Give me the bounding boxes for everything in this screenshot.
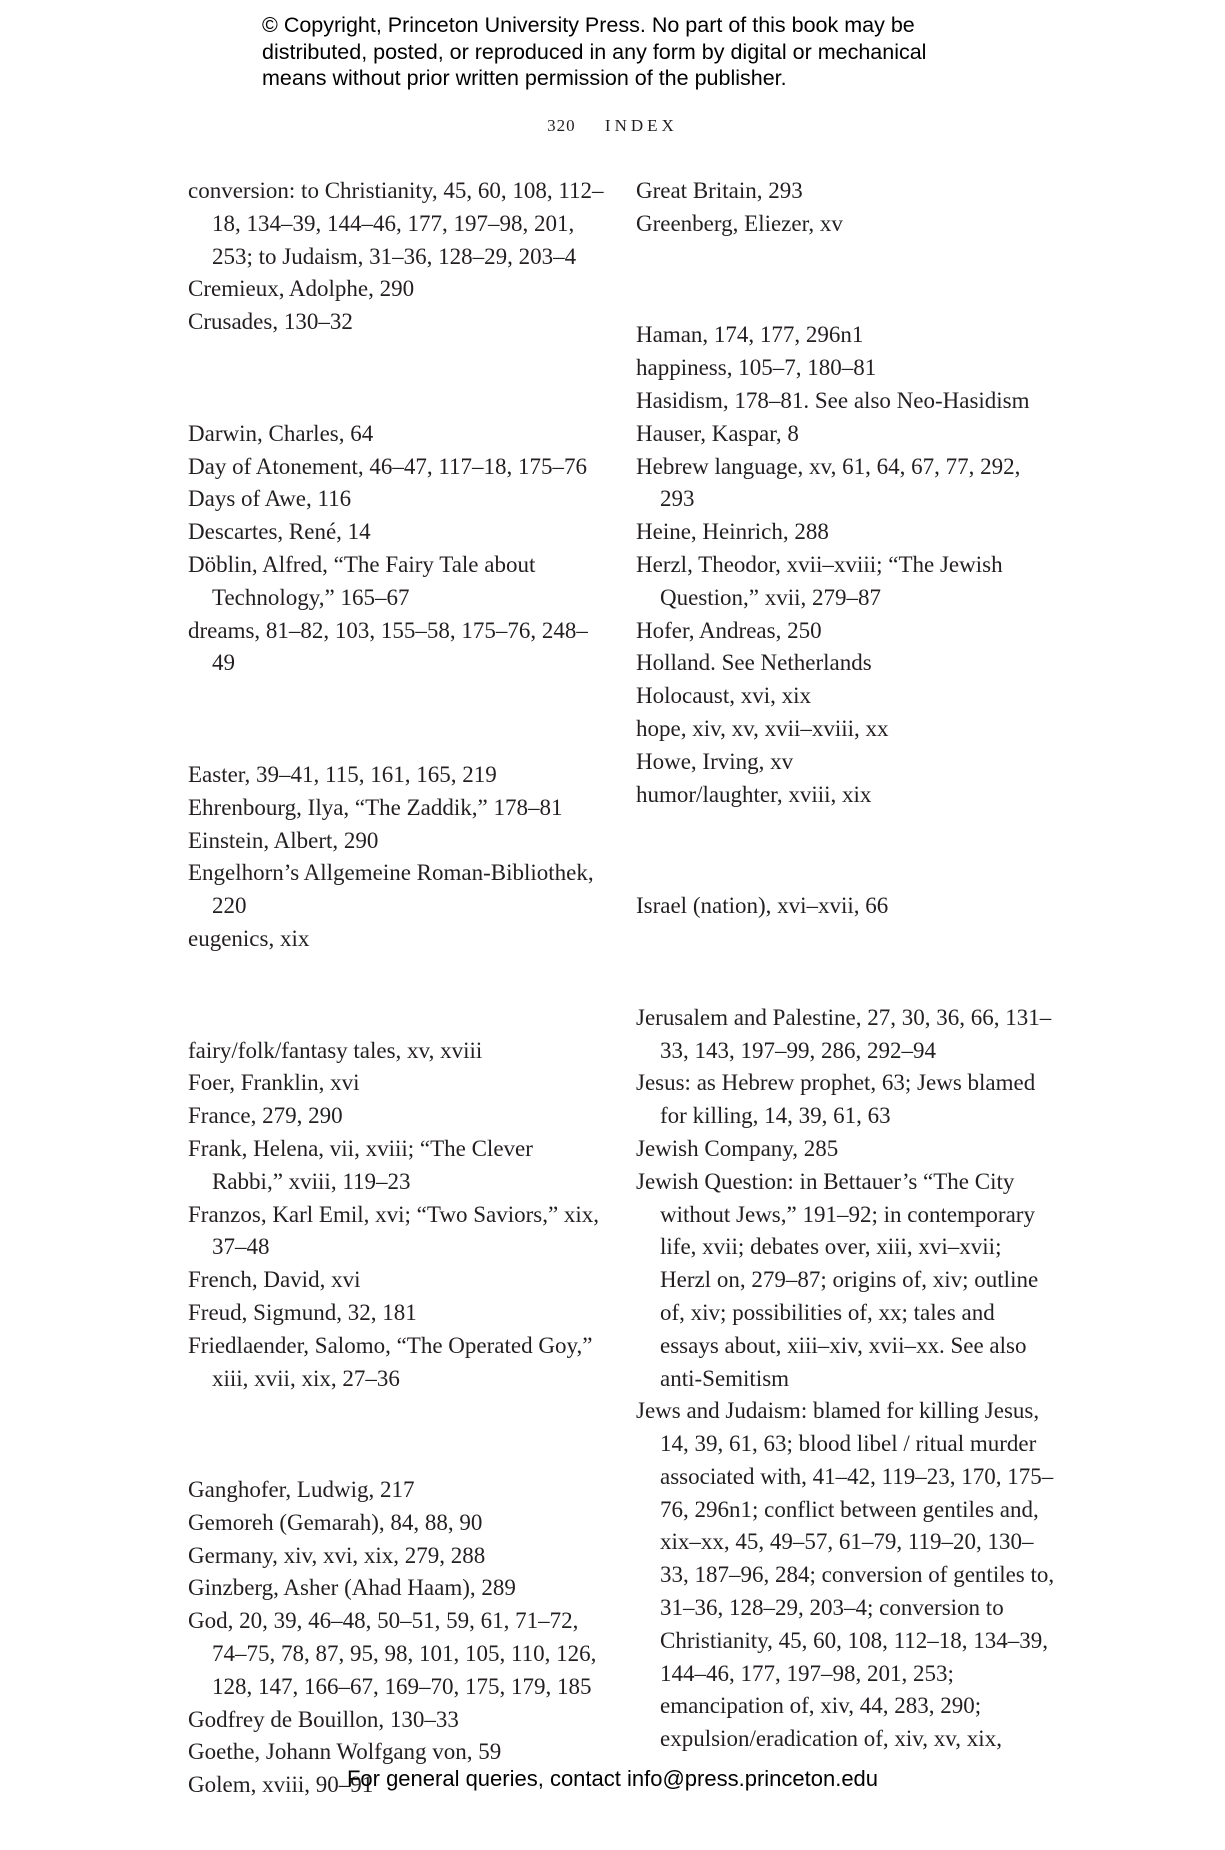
index-entry: Greenberg, Eliezer, xv (636, 210, 843, 236)
index-entry: Jewish Company, 285 (636, 1135, 839, 1161)
index-entry: Hofer, Andreas, 250 (636, 617, 822, 643)
index-entry: God, 20, 39, 46–48, 50–51, 59, 61, 71–72, 74–75, 78, 87, 95, 98, 101, 105, 110, 126, 128, 147, 166–67, 169–70, 175, 179, 185 (188, 1608, 597, 1699)
index-entry: fairy/folk/fantasy tales, xv, xviii (188, 1037, 483, 1063)
index-entry: Descartes, René, 14 (188, 519, 371, 545)
index-entry: Heine, Heinrich, 288 (636, 519, 829, 545)
index-entry: Ganghofer, Ludwig, 217 (188, 1477, 415, 1503)
letter-group-gap (188, 979, 608, 1012)
contact-footer: For general queries, contact info@press.princeton.edu (346, 1766, 879, 1791)
index-entry: Einstein, Albert, 290 (188, 827, 379, 853)
index-entry: Franzos, Karl Emil, xvi; “Two Saviors,” xix, 37–48 (188, 1201, 600, 1260)
index-entry: Golem, xviii, 90–91 (188, 1772, 374, 1798)
index-entry: Ginzberg, Asher (Ahad Haam), 289 (188, 1575, 516, 1601)
index-entry: Great Britain, 293 (636, 178, 803, 203)
index-entry: Holocaust, xvi, xix (636, 683, 812, 709)
page-number: 320 (547, 116, 576, 135)
letter-group-gap (188, 703, 608, 736)
copyright-notice (262, 12, 982, 92)
running-head (0, 116, 1225, 136)
index-entry: Cremieux, Adolphe, 290 (188, 276, 415, 302)
letter-group-gap (636, 834, 1056, 867)
index-entry: Herzl, Theodor, xvii–xviii; “The Jewish Question,” xvii, 279–87 (636, 551, 1003, 610)
index-entry: Jesus: as Hebrew prophet, 63; Jews blamed for killing, 14, 39, 61, 63 (636, 1070, 1036, 1129)
index-entry: humor/laughter, xviii, xix (636, 781, 872, 807)
index-entry: Gemoreh (Gemarah), 84, 88, 90 (188, 1509, 483, 1535)
index-entry: Ehrenbourg, Ilya, “The Zaddik,” 178–81 (188, 794, 563, 820)
copyright-line: distributed, posted, or reproduced in any form by digital or mechanical (262, 39, 927, 64)
index-entry: Darwin, Charles, 64 (188, 420, 374, 446)
index-entry: happiness, 105–7, 180–81 (636, 355, 877, 381)
copyright-line: means without prior written permission of the publisher. (262, 66, 787, 90)
letter-group-gap (636, 946, 1056, 979)
index-entry: Crusades, 130–32 (188, 309, 353, 335)
index-entry: Godfrey de Bouillon, 130–33 (188, 1706, 459, 1732)
index-entry: hope, xiv, xv, xvii–xviii, xx (636, 715, 889, 741)
index-entry: Hebrew language, xv, 61, 64, 67, 77, 292, 293 (636, 453, 1021, 512)
index-entry: Days of Awe, 116 (188, 486, 352, 512)
index-entry: Howe, Irving, xv (636, 748, 794, 774)
index-entry: French, David, xvi (188, 1267, 361, 1293)
index-entry: Frank, Helena, vii, xviii; “The Clever Rabbi,” xviii, 119–23 (188, 1135, 533, 1194)
index-entry: France, 279, 290 (188, 1103, 343, 1129)
index-entry: Germany, xiv, xvi, xix, 279, 288 (188, 1542, 486, 1568)
index-entry: Jewish Question: in Bettauer’s “The City without Jews,” 191–92; in contemporary life, xvii; debates over, xiii, xvi–xvii; Herzl on, 279–87; origins of, xiv; outline of, xiv; possibilities of, xx; tales and essays about, xiii–xiv, xvii–xx. See also anti-Semitism (636, 1168, 1039, 1391)
index-entry: Engelhorn’s Allgemeine Roman-Bibliothek, 220 (188, 860, 594, 919)
index-column-right (636, 175, 1056, 1756)
index-entry: Day of Atonement, 46–47, 117–18, 175–76 (188, 453, 588, 479)
index-entry: Goethe, Johann Wolfgang von, 59 (188, 1739, 502, 1765)
letter-group-gap (188, 362, 608, 395)
index-entry: Friedlaender, Salomo, “The Operated Goy,” xiii, xvii, xix, 27–36 (188, 1332, 593, 1391)
section-title: INDEX (604, 116, 678, 135)
index-entry: Israel (nation), xvi–xvii, 66 (636, 893, 889, 919)
index-entry: dreams, 81–82, 103, 155–58, 175–76, 248–49 (188, 617, 588, 676)
index-entry: Foer, Franklin, xvi (188, 1070, 360, 1096)
index-entry: conversion: to Christianity, 45, 60, 108, 112–18, 134–39, 144–46, 177, 197–98, 201, 253; to Judaism, 31–36, 128–29, 203–4 (188, 178, 604, 269)
index-column-left (188, 175, 608, 1802)
index-entry: Hauser, Kaspar, 8 (636, 420, 799, 446)
index-entry: Hasidism, 178–81. See also Neo-Hasidism (636, 387, 1030, 413)
index-entry: Döblin, Alfred, “The Fairy Tale about Technology,” 165–67 (188, 551, 536, 610)
index-entry: Jews and Judaism: blamed for killing Jesus, 14, 39, 61, 63; blood libel / ritual murder associated with, 41–42, 119–23, 170, 175–76, 296n1; conflict between gentiles and, xix–xx, 45, 49–57, 61–79, 119–20, 130–33, 187–96, 284; conversion of gentiles to, 31–36, 128–29, 203–4; conversion to Christianity, 45, 60, 108, 112–18, 134–39, 144–46, 177, 197–98, 201, 253; emancipation of, xiv, 44, 283, 290; expulsion/eradication of, xiv, xv, xix, (636, 1398, 1055, 1752)
index-entry: Freud, Sigmund, 32, 181 (188, 1299, 417, 1325)
copyright-line: © Copyright, Princeton University Press. No part of this book may be (262, 13, 915, 37)
index-entry: Haman, 174, 177, 296n1 (636, 322, 864, 348)
letter-group-gap (188, 1418, 608, 1451)
index-entry: eugenics, xix (188, 925, 310, 951)
index-entry: Holland. See Netherlands (636, 650, 872, 676)
index-entry: Jerusalem and Palestine, 27, 30, 36, 66, 131–33, 143, 197–99, 286, 292–94 (636, 1004, 1052, 1063)
letter-group-gap (636, 264, 1056, 297)
index-entry: Easter, 39–41, 115, 161, 165, 219 (188, 761, 497, 787)
